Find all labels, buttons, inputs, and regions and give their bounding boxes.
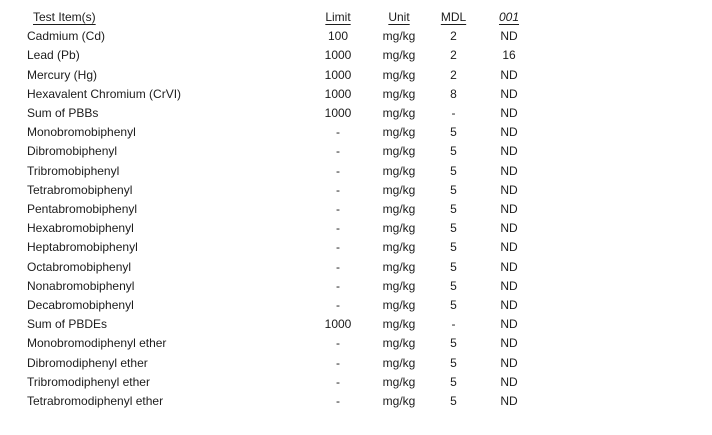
table-row <box>0 142 541 161</box>
cell-limit: - <box>336 298 340 313</box>
header-cell-unit: Unit <box>388 10 410 24</box>
table-body <box>0 27 541 411</box>
cell-result: ND <box>500 240 518 255</box>
cell-test-item: Sum of PBBs <box>27 106 99 121</box>
cell-unit: mg/kg <box>382 182 416 197</box>
cell-test-item: Decabromobiphenyl <box>27 298 134 313</box>
cell-test-item: Tribromobiphenyl <box>27 163 120 178</box>
cell-limit: - <box>336 125 340 140</box>
table-row <box>0 123 541 142</box>
cell-mdl: - <box>451 106 456 121</box>
table-row <box>0 315 541 334</box>
cell-test-item: Pentabromobiphenyl <box>27 202 138 217</box>
cell-result: ND <box>500 144 518 159</box>
cell-unit: mg/kg <box>382 29 416 44</box>
cell-mdl: 5 <box>450 163 457 178</box>
header-cell-test-items: Test Item(s) <box>33 10 96 24</box>
table-row <box>0 258 541 277</box>
cell-limit: - <box>336 259 340 274</box>
table-row <box>0 181 541 200</box>
cell-result: ND <box>500 317 518 332</box>
cell-result: ND <box>500 374 518 389</box>
table-row <box>0 296 541 315</box>
cell-mdl: 5 <box>450 240 457 255</box>
table-row <box>0 46 541 65</box>
cell-unit: mg/kg <box>382 394 416 409</box>
cell-unit: mg/kg <box>382 374 416 389</box>
table-row <box>0 104 541 123</box>
header-cell-limit: Limit <box>325 10 351 24</box>
cell-limit: 1000 <box>324 86 352 101</box>
cell-test-item: Tetrabromobiphenyl <box>27 182 133 197</box>
cell-result: 16 <box>502 48 516 63</box>
cell-limit: - <box>336 221 340 236</box>
cell-unit: mg/kg <box>382 202 416 217</box>
table-row <box>0 373 541 392</box>
cell-mdl: 5 <box>450 394 457 409</box>
cell-limit: - <box>336 182 340 197</box>
cell-limit: - <box>336 144 340 159</box>
cell-test-item: Hexavalent Chromium (CrVI) <box>27 86 182 101</box>
cell-test-item: Tetrabromodiphenyl ether <box>27 394 164 409</box>
cell-test-item: Monobromodiphenyl ether <box>27 336 167 351</box>
table-row <box>0 334 541 353</box>
cell-mdl: 5 <box>450 221 457 236</box>
cell-unit: mg/kg <box>382 259 416 274</box>
cell-test-item: Octabromobiphenyl <box>27 259 132 274</box>
cell-test-item: Dibromodiphenyl ether <box>27 355 148 370</box>
table-row <box>0 66 541 85</box>
cell-unit: mg/kg <box>382 163 416 178</box>
table-row <box>0 219 541 238</box>
cell-mdl: 5 <box>450 278 457 293</box>
cell-test-item: Sum of PBDEs <box>27 317 108 332</box>
cell-mdl: 5 <box>450 259 457 274</box>
cell-unit: mg/kg <box>382 125 416 140</box>
cell-mdl: - <box>451 317 456 332</box>
cell-test-item: Mercury (Hg) <box>27 67 98 82</box>
cell-test-item: Hexabromobiphenyl <box>27 221 134 236</box>
cell-result: ND <box>500 298 518 313</box>
cell-mdl: 2 <box>450 29 457 44</box>
cell-result: ND <box>500 355 518 370</box>
cell-mdl: 5 <box>450 355 457 370</box>
cell-unit: mg/kg <box>382 317 416 332</box>
cell-mdl: 5 <box>450 182 457 197</box>
cell-unit: mg/kg <box>382 67 416 82</box>
cell-result: ND <box>500 106 518 121</box>
header-cell-mdl: MDL <box>440 10 467 24</box>
cell-result: ND <box>500 259 518 274</box>
cell-limit: - <box>336 374 340 389</box>
cell-mdl: 2 <box>450 48 457 63</box>
cell-result: ND <box>500 394 518 409</box>
cell-test-item: Heptabromobiphenyl <box>27 240 138 255</box>
cell-mdl: 5 <box>450 374 457 389</box>
cell-result: ND <box>500 278 518 293</box>
header-row <box>0 8 541 27</box>
table-row <box>0 27 541 46</box>
table-row <box>0 162 541 181</box>
cell-unit: mg/kg <box>382 144 416 159</box>
cell-unit: mg/kg <box>382 336 416 351</box>
table-row <box>0 85 541 104</box>
cell-test-item: Cadmium (Cd) <box>27 29 106 44</box>
cell-mdl: 5 <box>450 125 457 140</box>
cell-test-item: Monobromobiphenyl <box>27 125 136 140</box>
cell-unit: mg/kg <box>382 106 416 121</box>
cell-mdl: 5 <box>450 144 457 159</box>
test-results-table <box>0 8 541 411</box>
cell-unit: mg/kg <box>382 86 416 101</box>
cell-unit: mg/kg <box>382 278 416 293</box>
cell-limit: - <box>336 240 340 255</box>
cell-result: ND <box>500 202 518 217</box>
cell-result: ND <box>500 67 518 82</box>
cell-mdl: 5 <box>450 202 457 217</box>
cell-test-item: Nonabromobiphenyl <box>27 278 135 293</box>
cell-unit: mg/kg <box>382 240 416 255</box>
cell-mdl: 5 <box>450 298 457 313</box>
cell-limit: - <box>336 202 340 217</box>
cell-limit: - <box>336 336 340 351</box>
cell-test-item: Dibromobiphenyl <box>27 144 118 159</box>
table-row <box>0 277 541 296</box>
cell-mdl: 5 <box>450 336 457 351</box>
cell-unit: mg/kg <box>382 355 416 370</box>
cell-result: ND <box>500 29 518 44</box>
cell-limit: - <box>336 163 340 178</box>
cell-result: ND <box>500 182 518 197</box>
cell-test-item: Lead (Pb) <box>27 48 80 63</box>
cell-result: ND <box>500 163 518 178</box>
cell-limit: 1000 <box>324 317 352 332</box>
cell-unit: mg/kg <box>382 48 416 63</box>
table-row <box>0 200 541 219</box>
cell-result: ND <box>500 221 518 236</box>
cell-result: ND <box>500 86 518 101</box>
table-row <box>0 354 541 373</box>
table-row <box>0 238 541 257</box>
cell-mdl: 2 <box>450 67 457 82</box>
cell-mdl: 8 <box>450 86 457 101</box>
cell-test-item: Tribromodiphenyl ether <box>27 374 150 389</box>
cell-limit: 1000 <box>324 48 352 63</box>
cell-unit: mg/kg <box>382 221 416 236</box>
cell-limit: 1000 <box>324 67 352 82</box>
cell-limit: - <box>336 355 340 370</box>
cell-limit: 100 <box>327 29 349 44</box>
cell-limit: - <box>336 394 340 409</box>
cell-unit: mg/kg <box>382 298 416 313</box>
cell-result: ND <box>500 336 518 351</box>
cell-limit: - <box>336 278 340 293</box>
header-cell-sample-001: 001 <box>498 10 520 24</box>
cell-limit: 1000 <box>324 106 352 121</box>
table-row <box>0 392 541 411</box>
cell-result: ND <box>500 125 518 140</box>
